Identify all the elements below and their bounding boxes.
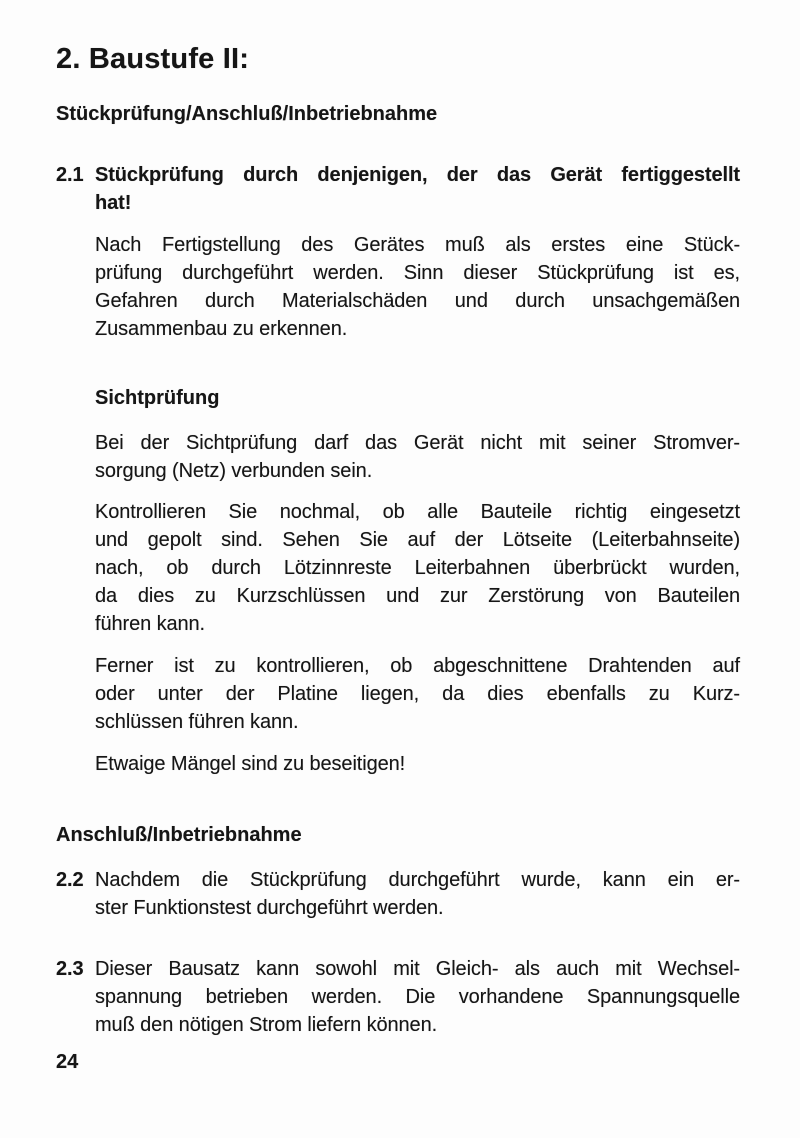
paragraph-line: Gefahren durch Materialschäden und durch unsachgemäßen — [95, 290, 740, 312]
heading-line: Stückprüfung durch denjenigen, der das Gerät fertiggestellt — [95, 164, 740, 186]
paragraph-line: und gepolt sind. Sehen Sie auf der Lötseite (Leiterbahnseite) — [95, 529, 740, 551]
section-2-3 — [56, 955, 740, 1039]
paragraph-line: oder unter der Platine liegen, da dies ebenfalls zu Kurz- — [95, 683, 740, 705]
chapter-subtitle: Stückprüfung/Anschluß/Inbetriebnahme — [56, 103, 438, 125]
paragraph-line: führen kann. — [95, 613, 205, 635]
paragraph-line: muß den nötigen Strom liefern können. — [95, 1014, 438, 1036]
section-2-1-heading — [95, 161, 740, 217]
anschluss-heading: Anschluß/Inbetriebnahme — [56, 824, 302, 846]
paragraph-line: da dies zu Kurzschlüssen und zur Zerstörung von Bauteilen — [95, 585, 740, 607]
paragraph-etwaige-maengel — [95, 750, 740, 778]
section-2-2 — [56, 866, 740, 922]
paragraph-line: ster Funktionstest durchgeführt werden. — [95, 897, 444, 919]
paragraph-line: Nach Fertigstellung des Gerätes muß als erstes eine Stück- — [95, 234, 740, 256]
paragraph-sichtpruefung-netz — [95, 429, 740, 485]
section-2-3-text — [95, 955, 740, 1039]
paragraph-line: Etwaige Mängel sind zu beseitigen! — [95, 753, 406, 775]
paragraph-kontrollieren — [95, 498, 740, 638]
section-2-2-text — [95, 866, 740, 922]
paragraph-line: spannung betrieben werden. Die vorhandene Spannungsquelle — [95, 986, 740, 1008]
paragraph-line: Ferner ist zu kontrollieren, ob abgeschnittene Drahtenden auf — [95, 655, 740, 677]
section-2-3-number: 2.3 — [56, 958, 84, 980]
page-title: 2. Baustufe II: — [56, 43, 250, 75]
heading-line: hat! — [95, 192, 132, 214]
paragraph-line: Bei der Sichtprüfung darf das Gerät nicht mit seiner Stromver- — [95, 432, 740, 454]
paragraph-stueckpruefung-intro — [95, 231, 740, 343]
paragraph-line: Kontrollieren Sie nochmal, ob alle Bauteile richtig eingesetzt — [95, 501, 740, 523]
sichtpruefung-heading: Sichtprüfung — [95, 387, 220, 409]
paragraph-line: prüfung durchgeführt werden. Sinn dieser Stückprüfung ist es, — [95, 262, 740, 284]
paragraph-line: sorgung (Netz) verbunden sein. — [95, 460, 373, 482]
paragraph-line: Dieser Bausatz kann sowohl mit Gleich- als auch mit Wechsel- — [95, 958, 740, 980]
paragraph-line: nach, ob durch Lötzinnreste Leiterbahnen überbrückt wurden, — [95, 557, 740, 579]
section-2-1-number: 2.1 — [56, 164, 84, 186]
section-2-2-number: 2.2 — [56, 869, 84, 891]
paragraph-line: Nachdem die Stückprüfung durchgeführt wurde, kann ein er- — [95, 869, 740, 891]
paragraph-line: Zusammenbau zu erkennen. — [95, 318, 348, 340]
paragraph-line: schlüssen führen kann. — [95, 711, 299, 733]
paragraph-ferner — [95, 652, 740, 736]
section-2-1 — [56, 161, 740, 217]
page-number: 24 — [56, 1051, 79, 1073]
